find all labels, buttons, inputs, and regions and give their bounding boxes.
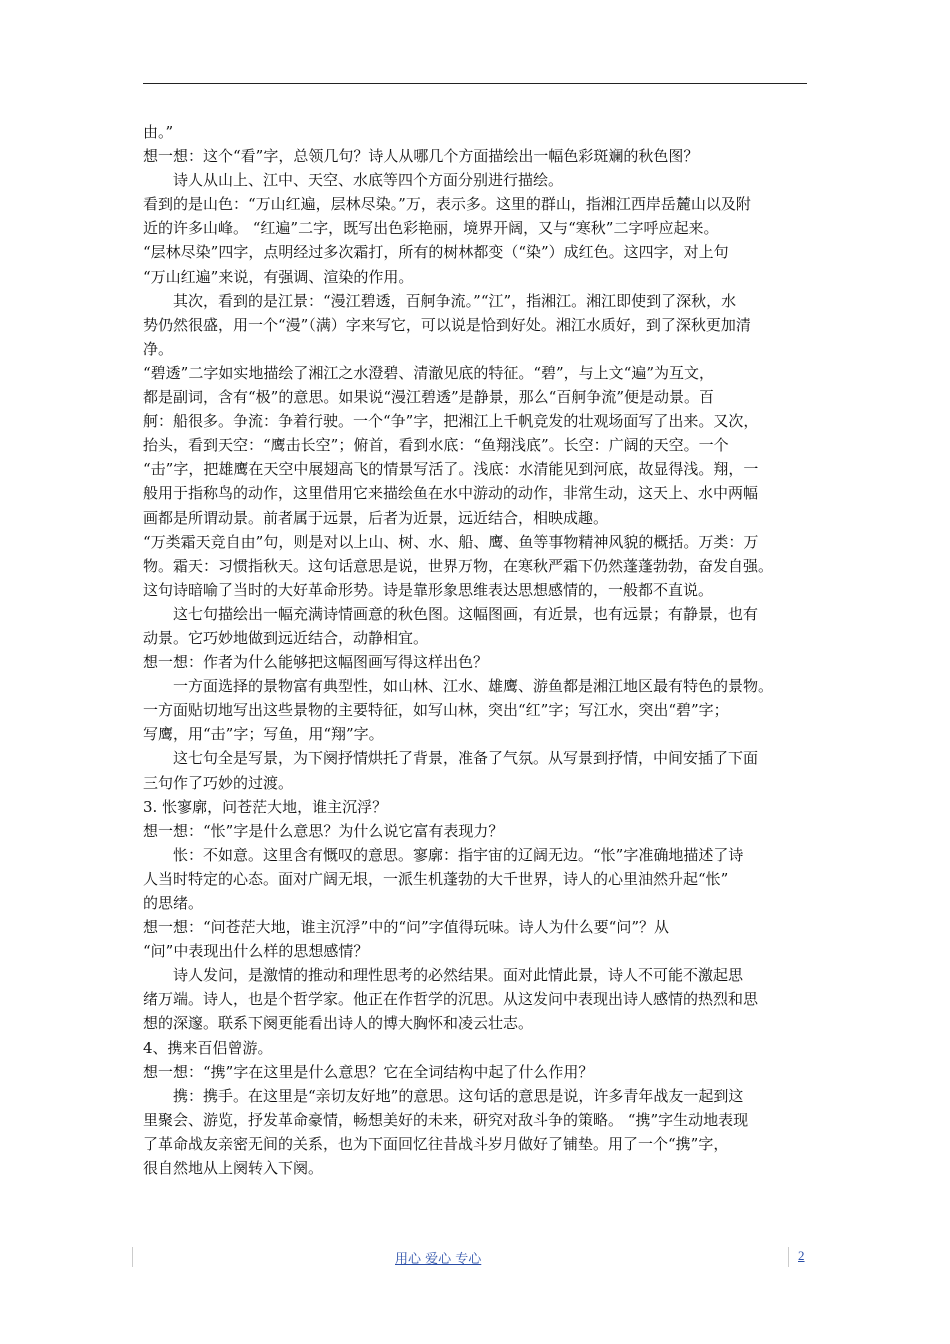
text-line: 诗人从山上、江中、天空、水底等四个方面分别进行描绘。 bbox=[143, 171, 564, 190]
text-line: 其次，看到的是江景：“漫江碧透，百舸争流。”“江”，指湘江。湘江即使到了深秋，水 bbox=[143, 291, 737, 310]
footer-left-mark bbox=[132, 1247, 133, 1267]
text-line: “问”中表现出什么样的思想感情？ bbox=[143, 942, 369, 961]
text-line: “万类霜天竞自由”句，则是对以上山、树、水、船、鹰、鱼等事物精神风貌的概括。万类：万 bbox=[143, 532, 759, 551]
text-line: 这七句全是写景，为下阕抒情烘托了背景，准备了气氛。从写景到抒情，中间安插了下面 bbox=[143, 749, 759, 768]
text-line: 一方面选择的景物富有典型性，如山林、江水、雄鹰、游鱼都是湘江地区最有特色的景物。 bbox=[143, 677, 774, 696]
text-line: 3. 怅寥廓，问苍茫大地，谁主沉浮？ bbox=[143, 797, 388, 816]
text-line: 想一想：“携”字在这里是什么意思？它在全词结构中起了什么作用？ bbox=[143, 1062, 594, 1081]
text-line: “碧透”二字如实地描绘了湘江之水澄碧、清澈见底的特征。“碧”，与上文“遍”为互文， bbox=[143, 363, 715, 382]
text-line: 怅：不如意。这里含有慨叹的意思。寥廓：指宇宙的辽阔无边。“怅”字准确地描述了诗 bbox=[143, 845, 744, 864]
footer-right-mark bbox=[788, 1247, 789, 1267]
text-line: 这七句描绘出一幅充满诗情画意的秋色图。这幅图画，有近景，也有远景；有静景，也有 bbox=[143, 604, 759, 623]
text-line: 物。霜天：习惯指秋天。这句话意思是说，世界万物，在寒秋严霜下仍然蓬蓬勃勃，奋发自强。 bbox=[143, 556, 774, 575]
text-line: 看到的是山色：“万山红遍，层林尽染。”万，表示多。这里的群山，指湘江西岸岳麓山以及附 bbox=[143, 195, 751, 214]
text-line: 抬头，看到天空：“鹰击长空”；俯首，看到水底：“鱼翔浅底”。长空：广阔的天空。一个 bbox=[143, 436, 729, 455]
text-line: 诗人发问，是激情的推动和理性思考的必然结果。面对此情此景，诗人不可能不激起思 bbox=[143, 966, 744, 985]
text-line: 一方面贴切地写出这些景物的主要特征，如写山林，突出“红”字；写江水，突出“碧”字； bbox=[143, 701, 729, 720]
header-rule bbox=[143, 83, 807, 84]
text-line: 画都是所谓动景。前者属于远景，后者为近景，远近结合，相映成趣。 bbox=[143, 508, 609, 527]
text-line: 想一想：“问苍茫大地，谁主沉浮”中的“问”字值得玩味。诗人为什么要“问”？从 bbox=[143, 918, 670, 937]
text-line: 很自然地从上阕转入下阕。 bbox=[143, 1159, 324, 1178]
text-line: 携：携手。在这里是“亲切友好地”的意思。这句话的意思是说，许多青年战友一起到这 bbox=[143, 1086, 744, 1105]
text-line: 这句诗暗喻了当时的大好革命形势。诗是靠形象思维表达思想感情的，一般都不直说。 bbox=[143, 580, 714, 599]
text-line: 想一想：作者为什么能够把这幅图画写得这样出色？ bbox=[143, 653, 489, 672]
page-number: 2 bbox=[798, 1248, 805, 1263]
text-line: 近的许多山峰。 “红遍”二字，既写出色彩艳丽，境界开阔，又与“寒秋”二字呼应起来。 bbox=[143, 219, 719, 238]
document-body bbox=[143, 120, 811, 1180]
text-line: 净。 bbox=[143, 339, 174, 358]
text-line: 人当时特定的心态。面对广阔无垠，一派生机蓬勃的大千世界，诗人的心里油然升起“怅” bbox=[143, 869, 729, 888]
text-line: 动景。它巧妙地做到远近结合，动静相宜。 bbox=[143, 628, 429, 647]
text-line: 了革命战友亲密无间的关系，也为下面回忆往昔战斗岁月做好了铺垫。用了一个“携”字， bbox=[143, 1134, 729, 1153]
text-line: 绪万端。诗人，也是个哲学家。他正在作哲学的沉思。从这发问中表现出诗人感情的热烈和思 bbox=[143, 990, 759, 1009]
text-line: 想的深邃。联系下阕更能看出诗人的博大胸怀和凌云壮志。 bbox=[143, 1014, 534, 1033]
text-line: 里聚会、游览，抒发革命豪情，畅想美好的未来，研究对敌斗争的策略。 “携”字生动地表现 bbox=[143, 1110, 749, 1129]
text-line: 舸：船很多。争流：争着行驶。一个“争”字，把湘江上千帆竞发的壮观场面写了出来。又次， bbox=[143, 412, 759, 431]
text-line: 想一想：“怅”字是什么意思？为什么说它富有表现力？ bbox=[143, 821, 504, 840]
text-line: “击”字，把雄鹰在天空中展翅高飞的情景写活了。浅底：水清能见到河底，故显得浅。翔，一 bbox=[143, 460, 759, 479]
footer-text: 用心 爱心 专心 bbox=[395, 1252, 482, 1267]
text-line: 想一想：这个“看”字，总领几句？诗人从哪几个方面描绘出一幅色彩斑斓的秋色图？ bbox=[143, 147, 699, 166]
text-line: 三句作了巧妙的过渡。 bbox=[143, 773, 294, 792]
text-line: 都是副词，含有“极”的意思。如果说“漫江碧透”是静景，那么“百舸争流”便是动景。百 bbox=[143, 388, 715, 407]
text-line: 写鹰，用“击”字；写鱼，用“翔”字。 bbox=[143, 725, 384, 744]
text-line: 由。” bbox=[143, 123, 174, 141]
text-line: 般用于指称鸟的动作，这里借用它来描绘鱼在水中游动的动作，非常生动，这天上、水中两幅 bbox=[143, 484, 759, 503]
text-line: 4、携来百侣曾游。 bbox=[143, 1038, 273, 1057]
text-line: “万山红遍”来说，有强调、渲染的作用。 bbox=[143, 267, 414, 286]
text-line: 的思绪。 bbox=[143, 894, 204, 912]
text-line: “层林尽染”四字，点明经过多次霜打，所有的树林都变（“染”）成红色。这四字，对上句 bbox=[143, 243, 729, 262]
text-line: 势仍然很盛，用一个“漫”（满）字来写它，可以说是恰到好处。湘江水质好，到了深秋更加清 bbox=[143, 315, 751, 334]
